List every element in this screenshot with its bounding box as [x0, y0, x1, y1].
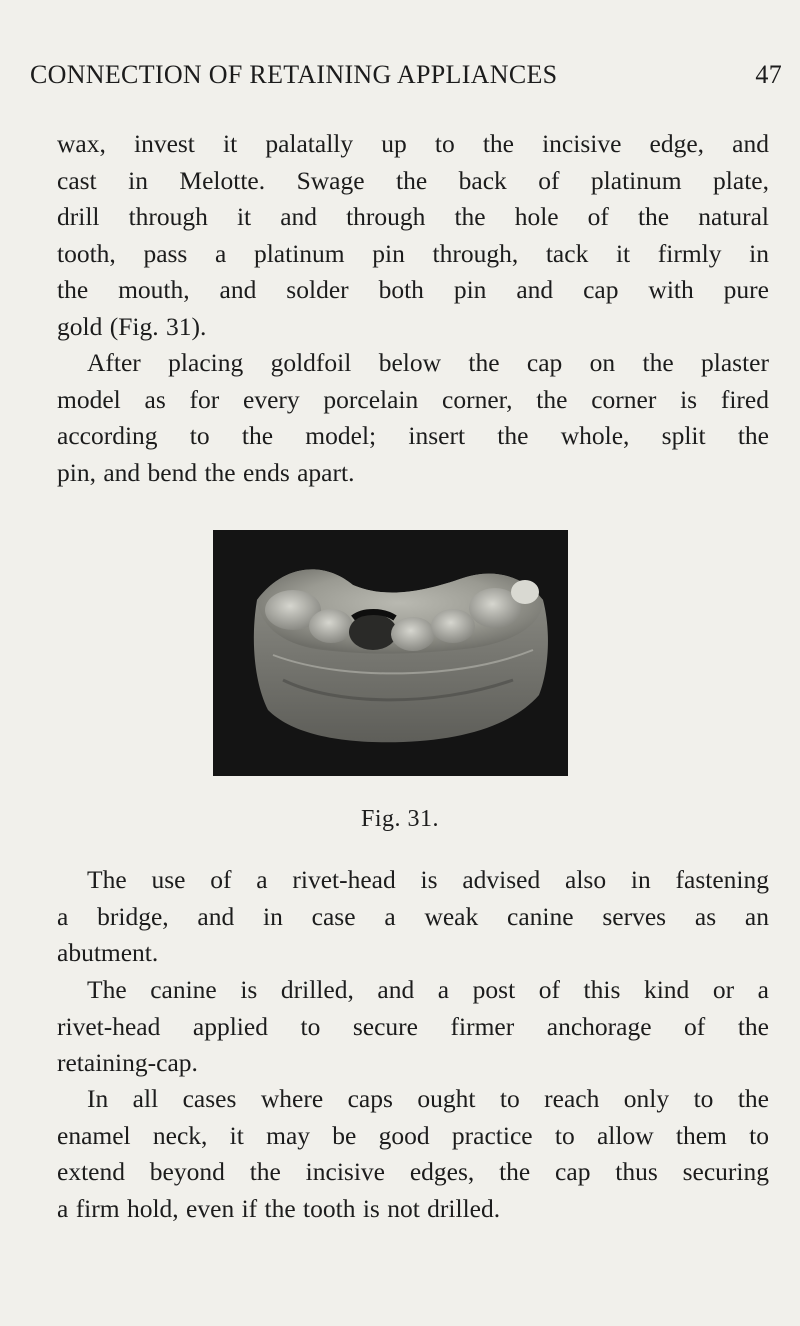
text-line: In all cases where caps ought to reach only to the [87, 1084, 769, 1113]
paragraph-2 [57, 345, 769, 491]
text-line: tooth, pass a platinum pin through, tack it firmly in [57, 238, 769, 268]
paragraph-3 [57, 862, 769, 972]
text-line: The canine is drilled, and a post of this kind or a [87, 975, 769, 1004]
paragraph-1 [57, 126, 769, 346]
dental-model-photo [213, 530, 568, 776]
text-line: abutment. [57, 938, 159, 968]
text-line: cast in Melotte. Swage the back of platinum plate, [57, 165, 769, 195]
figure-31-photograph [213, 530, 568, 776]
paragraph-4 [57, 972, 769, 1082]
running-title: CONNECTION OF RETAINING APPLIANCES [30, 60, 558, 89]
text-line: The use of a rivet-head is advised also in fastening [87, 865, 769, 894]
running-head [30, 60, 782, 90]
text-line: enamel neck, it may be good practice to allow them to [57, 1120, 769, 1150]
text-line: wax, invest it palatally up to the incisive edge, and [57, 129, 769, 158]
text-line: the mouth, and solder both pin and cap with pure [57, 275, 769, 305]
text-line: retaining-cap. [57, 1048, 198, 1078]
page-number: 47 [755, 60, 782, 89]
text-line: a firm hold, even if the tooth is not drilled. [57, 1193, 501, 1223]
text-line: rivet-head applied to secure firmer anchorage of the [57, 1011, 769, 1041]
text-line: model as for every porcelain corner, the corner is fired [57, 384, 769, 414]
paragraph-5 [57, 1081, 769, 1227]
text-line: according to the model; insert the whole, split the [57, 421, 769, 451]
text-line: pin, and bend the ends apart. [57, 457, 355, 487]
text-line: drill through it and through the hole of the natural [57, 202, 769, 232]
text-line: After placing goldfoil below the cap on the plaster [87, 348, 769, 377]
text-line: gold (Fig. 31). [57, 311, 207, 341]
text-line: a bridge, and in case a weak canine serves as an [57, 901, 769, 931]
figure-caption: Fig. 31. [360, 806, 439, 832]
text-line: extend beyond the incisive edges, the cap thus securing [57, 1157, 769, 1187]
